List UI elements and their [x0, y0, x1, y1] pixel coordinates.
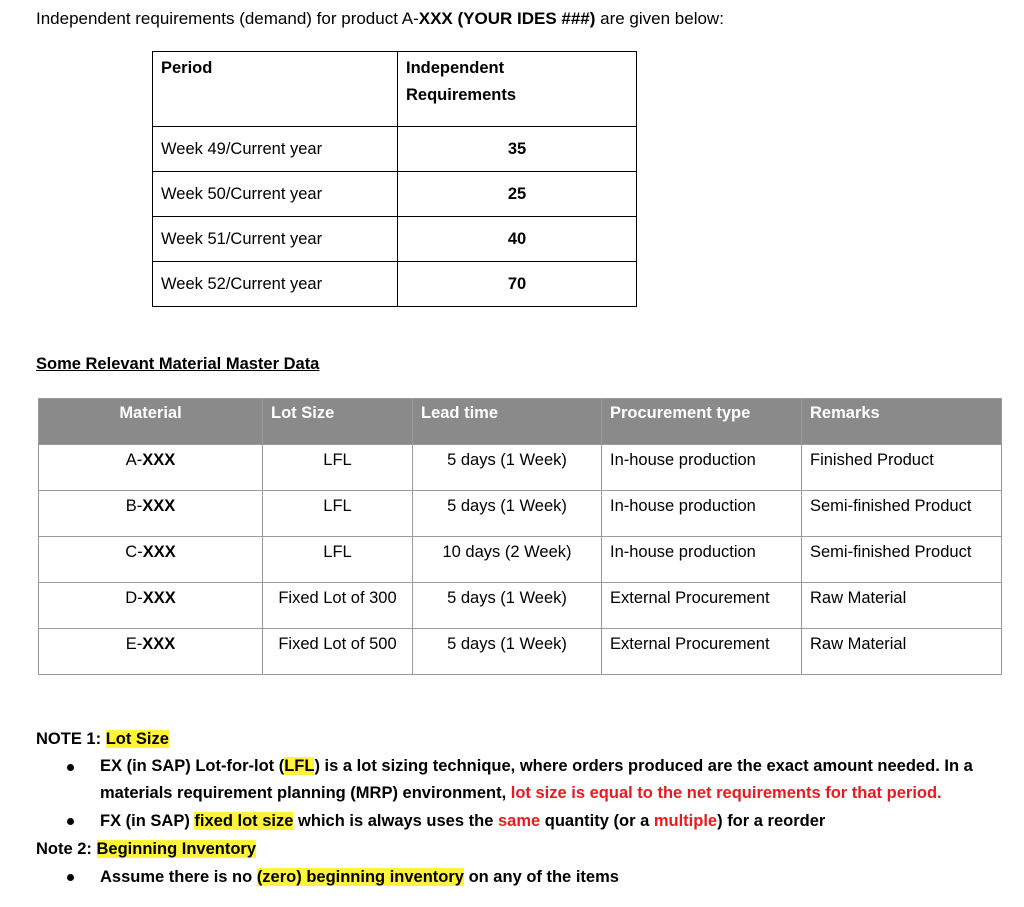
lead-time-cell: 5 days (1 Week) — [413, 629, 602, 675]
bullet-red-text: lot size is equal to the net requirements for that period. — [510, 784, 942, 802]
material-cell — [39, 491, 263, 537]
material-cell — [39, 445, 263, 491]
lead-time-cell: 10 days (2 Week) — [413, 537, 602, 583]
table-row — [153, 217, 637, 262]
procurement-cell: External Procurement — [602, 629, 802, 675]
note-1-bullet-lfl — [36, 753, 1006, 807]
remarks-cell: Semi-finished Product — [802, 537, 1002, 583]
lot-size-cell: Fixed Lot of 300 — [263, 583, 413, 629]
material-prefix: D- — [125, 589, 143, 607]
remarks-cell: Raw Material — [802, 583, 1002, 629]
material-code: XXX — [142, 451, 176, 469]
bullet-text: FX (in SAP) — [100, 812, 195, 830]
note-2-bullet — [36, 863, 1006, 891]
remarks-cell: Semi-finished Product — [802, 491, 1002, 537]
bullet-highlight: (zero) beginning inventory — [256, 868, 464, 886]
material-code: XXX — [142, 543, 176, 561]
bullet-text: on any of the items — [463, 868, 619, 886]
note-1-title: Lot Size — [105, 730, 169, 748]
bullet-text: ) is a lot sizing technique, where orders produced are the exact amount needed. In a materials requirement planning (MRP) environment, — [100, 757, 973, 802]
bullet-text: which is always uses the — [293, 812, 498, 830]
requirement-cell: 25 — [398, 172, 637, 217]
requirement-cell: 70 — [398, 262, 637, 307]
bullet-red-text: same — [497, 812, 541, 830]
material-master-table — [38, 398, 1002, 675]
remarks-cell: Raw Material — [802, 629, 1002, 675]
table-row — [39, 583, 1002, 629]
procurement-cell: In-house production — [602, 445, 802, 491]
material-prefix: B- — [125, 497, 143, 515]
bullet-text: quantity (or a — [540, 812, 654, 830]
bullet-text: Assume there is no — [100, 868, 257, 886]
lot-size-cell: LFL — [263, 537, 413, 583]
remarks-cell: Finished Product — [802, 445, 1002, 491]
lot-size-cell: Fixed Lot of 500 — [263, 629, 413, 675]
demand-table-header — [153, 52, 637, 127]
table-row — [39, 491, 1002, 537]
notes-section — [36, 725, 1006, 891]
table-row — [153, 127, 637, 172]
demand-table — [152, 51, 637, 307]
intro-bold: XXX (YOUR IDES ###) — [418, 9, 596, 28]
header-period: Period — [153, 52, 398, 127]
note-1-heading — [36, 725, 1006, 753]
note-2-label: Note 2: — [36, 840, 97, 858]
procurement-cell: External Procurement — [602, 583, 802, 629]
master-data-title: Some Relevant Material Master Data — [36, 355, 320, 373]
table-row — [39, 445, 1002, 491]
period-cell: Week 50/Current year — [153, 172, 398, 217]
material-cell — [39, 537, 263, 583]
header-lot-size: Lot Size — [263, 399, 413, 445]
material-cell — [39, 629, 263, 675]
intro-suffix: are given below: — [595, 9, 724, 28]
lead-time-cell: 5 days (1 Week) — [413, 583, 602, 629]
lot-size-cell: LFL — [263, 445, 413, 491]
intro-prefix: Independent requirements (demand) for product A- — [36, 9, 419, 28]
bullet-text: ) for a reorder — [717, 812, 826, 830]
lead-time-cell: 5 days (1 Week) — [413, 491, 602, 537]
lot-size-cell: LFL — [263, 491, 413, 537]
requirement-cell: 40 — [398, 217, 637, 262]
header-lead-time: Lead time — [413, 399, 602, 445]
lead-time-cell: 5 days (1 Week) — [413, 445, 602, 491]
note-1-label: NOTE 1: — [36, 730, 106, 748]
procurement-cell: In-house production — [602, 491, 802, 537]
header-material: Material — [39, 399, 263, 445]
bullet-red-text: multiple — [653, 812, 718, 830]
note-2-title: Beginning Inventory — [96, 840, 257, 858]
bullet-highlight: LFL — [284, 757, 315, 775]
procurement-cell: In-house production — [602, 537, 802, 583]
material-prefix: A- — [125, 451, 143, 469]
intro-text — [36, 8, 724, 30]
period-cell: Week 51/Current year — [153, 217, 398, 262]
table-row — [153, 262, 637, 307]
note-2-heading — [36, 835, 1006, 863]
material-table-header — [39, 399, 1002, 445]
header-remarks: Remarks — [802, 399, 1002, 445]
period-cell: Week 49/Current year — [153, 127, 398, 172]
requirement-cell: 35 — [398, 127, 637, 172]
note-1-bullet-fx — [36, 807, 1006, 835]
table-row — [39, 537, 1002, 583]
material-code: XXX — [142, 635, 176, 653]
period-cell: Week 52/Current year — [153, 262, 398, 307]
material-prefix: E- — [125, 635, 143, 653]
material-cell — [39, 583, 263, 629]
material-code: XXX — [142, 589, 176, 607]
bullet-highlight: fixed lot size — [194, 812, 294, 830]
material-prefix: C- — [125, 543, 143, 561]
bullet-text: EX (in SAP) Lot-for-lot ( — [100, 757, 285, 775]
header-procurement-type: Procurement type — [602, 399, 802, 445]
header-independent-requirements — [398, 52, 637, 127]
material-code: XXX — [142, 497, 176, 515]
table-row — [153, 172, 637, 217]
header-line-2: Requirements — [406, 86, 517, 104]
header-line-1: Independent — [406, 59, 505, 77]
table-row — [39, 629, 1002, 675]
